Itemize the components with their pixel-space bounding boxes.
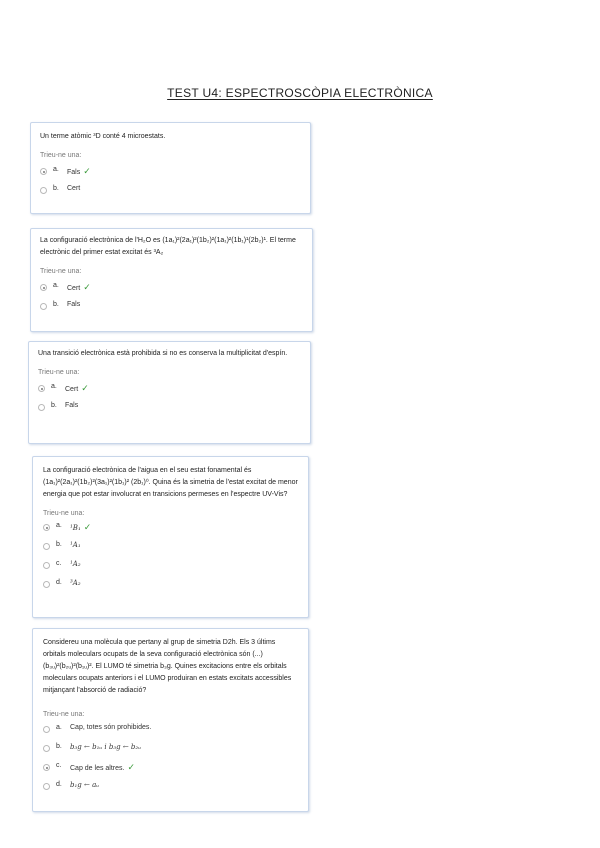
- option-letter: d.: [56, 781, 62, 788]
- answer-prompt: Trieu-ne una:: [40, 152, 82, 159]
- answer-prompt: Trieu-ne una:: [40, 268, 82, 275]
- option-b[interactable]: [38, 399, 301, 418]
- option-label: Fals: [67, 169, 81, 176]
- option-b[interactable]: [43, 740, 298, 759]
- page-title: TEST U4: ESPECTROSCÒPIA ELECTRÒNICA: [167, 86, 433, 100]
- check-icon: ✓: [83, 522, 92, 532]
- question-card-2: [30, 228, 313, 332]
- option-d[interactable]: [43, 778, 298, 797]
- question-text: Considereu una molècula que pertany al grup de simetria D2h. Els 3 últims orbitals moleculars ocupats de la seva configuració electrònica són (...)(b₃ᵤ)²(b₂ᵤ)²(b₁ᵤ)². El LUMO té simetria b₃g. Quines excitacions entre els orbitals moleculars ocupats anteriors i el LUMO produiran en estats excitats accessibles mitjançant l'absorció de radiació?: [43, 639, 292, 694]
- question-text: Una transició electrònica està prohibida si no es conserva la multiplicitat d'espín.: [38, 350, 288, 357]
- answer-prompt: Trieu-ne una:: [43, 510, 85, 517]
- option-label: b₃g ← b₁ᵤ i b₃g ← b₂ᵤ: [70, 743, 142, 751]
- option-letter: b.: [53, 301, 59, 308]
- option-b[interactable]: [43, 538, 298, 557]
- question-card-4: [32, 456, 309, 618]
- option-a[interactable]: [40, 279, 303, 298]
- option-label: Fals: [67, 301, 81, 308]
- radio-button[interactable]: [38, 404, 45, 411]
- check-icon: ✓: [127, 762, 136, 772]
- check-icon: ✓: [83, 282, 91, 292]
- radio-button[interactable]: [43, 543, 50, 550]
- option-letter: d.: [56, 579, 62, 586]
- option-letter: b.: [56, 541, 62, 548]
- question-text: La configuració electrònica de l'H₂O es (1a₁)²(2a₁)²(1b₂)²(1a₁)²(1b₁)¹(2b₂)¹. El terme electrònic del primer estat excitat és ³A₂: [40, 237, 296, 256]
- option-c[interactable]: [43, 557, 298, 576]
- option-letter: b.: [53, 185, 59, 192]
- radio-button[interactable]: [43, 562, 50, 569]
- option-label: ¹A₁: [70, 541, 81, 549]
- radio-button[interactable]: [43, 581, 50, 588]
- question-text: Un terme atòmic ³D conté 4 microestats.: [40, 133, 166, 140]
- option-label: Cap de les altres.: [70, 765, 125, 772]
- radio-button[interactable]: [40, 168, 47, 175]
- option-letter: b.: [56, 743, 62, 750]
- option-letter: b.: [51, 402, 57, 409]
- option-b[interactable]: [40, 182, 301, 201]
- radio-button[interactable]: [43, 726, 50, 733]
- option-letter: a.: [53, 166, 59, 173]
- option-letter: a.: [56, 724, 62, 731]
- option-label: Cert: [67, 185, 81, 192]
- option-label: Fals: [65, 402, 79, 409]
- question-card-1: [30, 122, 311, 214]
- option-label: Cap, totes són prohibides.: [70, 724, 152, 731]
- option-letter: a.: [53, 282, 59, 289]
- option-letter: a.: [51, 383, 57, 390]
- option-label: ¹A₂: [70, 560, 81, 568]
- radio-button[interactable]: [43, 783, 50, 790]
- option-label: ¹B₁: [70, 524, 81, 532]
- answer-prompt: Trieu-ne una:: [38, 369, 80, 376]
- option-a[interactable]: [43, 721, 298, 740]
- radio-button[interactable]: [43, 524, 50, 531]
- check-icon: ✓: [83, 166, 91, 176]
- option-a[interactable]: [40, 163, 301, 182]
- radio-button[interactable]: [43, 764, 50, 771]
- option-letter: c.: [56, 560, 62, 567]
- option-label: ³A₂: [70, 579, 81, 587]
- option-label: b₁g ← aᵤ: [70, 781, 100, 789]
- answer-prompt: Trieu-ne una:: [43, 711, 85, 718]
- check-icon: ✓: [81, 383, 89, 393]
- option-a[interactable]: [38, 380, 301, 399]
- option-label: Cert: [65, 386, 79, 393]
- option-letter: a.: [56, 522, 62, 529]
- radio-button[interactable]: [38, 385, 45, 392]
- option-b[interactable]: [40, 298, 303, 317]
- question-card-5: [32, 628, 309, 812]
- option-a[interactable]: [43, 519, 298, 538]
- option-d[interactable]: [43, 576, 298, 595]
- question-text: La configuració electrònica de l'aigua en el seu estat fonamental és (1a₁)²(2a₁)²(1b₂)²(3a₁)²(1b₁)² (2b₁)⁰. Quina és la simetria de l'estat excitat de menor energia que pot estar involucrat en transicions permeses en l'espectre UV-Vis?: [43, 467, 298, 498]
- option-c[interactable]: [43, 759, 298, 778]
- question-card-3: [28, 341, 311, 444]
- option-label: Cert: [67, 285, 81, 292]
- radio-button[interactable]: [40, 303, 47, 310]
- radio-button[interactable]: [43, 745, 50, 752]
- radio-button[interactable]: [40, 284, 47, 291]
- radio-button[interactable]: [40, 187, 47, 194]
- option-letter: c.: [56, 762, 62, 769]
